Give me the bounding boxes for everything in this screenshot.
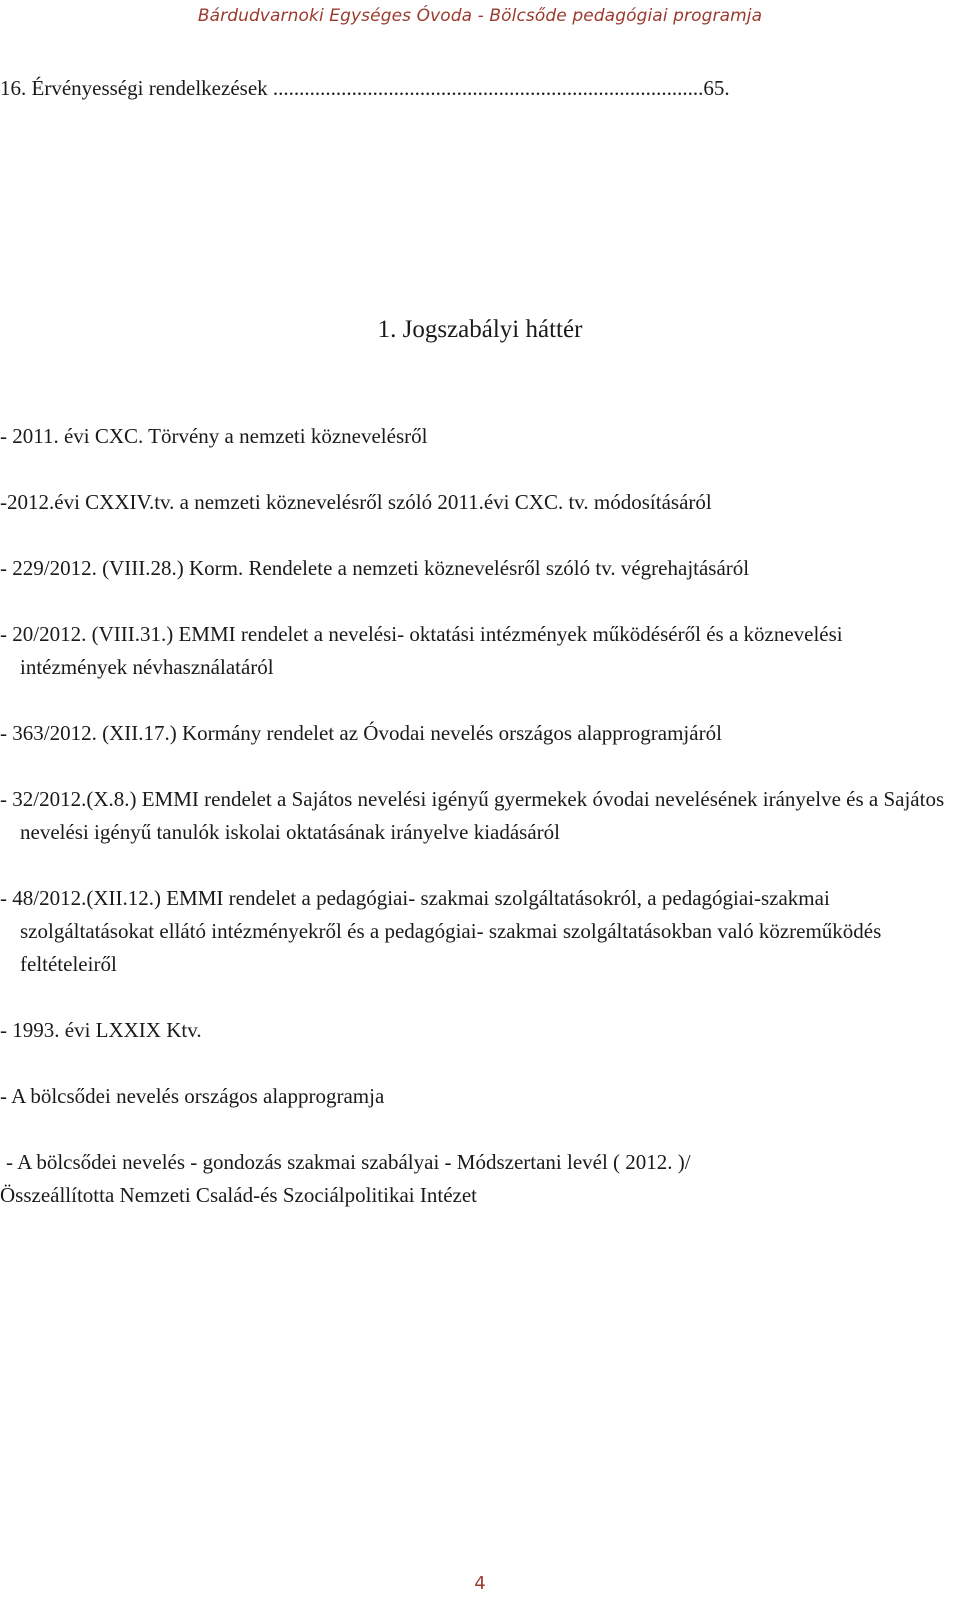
legal-item-32-2012: - 32/2012.(X.8.) EMMI rendelet a Sajátos nevelési igényű gyermekek óvodai nevelésének irányelve és a Sajátos nevelési igényű tanulók iskolai oktatásának irányelve kiadásáról xyxy=(0,787,945,844)
legal-item-modszertani-level xyxy=(0,1146,950,1212)
running-header: Bárdudvarnoki Egységes Óvoda - Bölcsőde pedagógiai programja xyxy=(197,6,763,26)
legal-item-363-2012: - 363/2012. (XII.17.) Kormány rendelet az Óvodai nevelés országos alapprogramjáról xyxy=(0,721,722,745)
legal-item-2011-cxc: - 2011. évi CXC. Törvény a nemzeti köznevelésről xyxy=(0,424,428,448)
legal-item-1993-lxxix: - 1993. évi LXXIX Ktv. xyxy=(0,1018,202,1042)
legal-item-229-2012: - 229/2012. (VIII.28.) Korm. Rendelete a nemzeti köznevelésről szóló tv. végrehajtásáról xyxy=(0,556,750,580)
legal-item-2012-cxxiv: -2012.évi CXXIV.tv. a nemzeti köznevelésről szóló 2011.évi CXC. tv. módosításáról xyxy=(0,490,712,514)
legal-item-48-2012: - 48/2012.(XII.12.) EMMI rendelet a pedagógiai- szakmai szolgáltatásokról, a pedagógiai-szakmai szolgáltatásokat ellátó intézményekről és a pedagógiai- szakmai szolgáltatásokban való közreműködés feltételeiről xyxy=(0,886,882,976)
legal-item-modszertani-level-line2: Összeállította Nemzeti Család-és Szociálpolitikai Intézet xyxy=(0,1183,478,1207)
legal-item-20-2012: - 20/2012. (VIII.31.) EMMI rendelet a nevelési- oktatási intézmények működéséről és a köznevelési intézmények névhasználatáról xyxy=(0,622,843,679)
legal-item-modszertani-level-line1: - A bölcsődei nevelés - gondozás szakmai szabályai - Módszertani levél ( 2012. )/ xyxy=(6,1150,691,1174)
legal-item-bolcsodei-alapprogram: - A bölcsődei nevelés országos alapprogramja xyxy=(0,1084,385,1108)
page-number: 4 xyxy=(474,1573,486,1594)
toc-entry-validity-provisions: 16. Érvényességi rendelkezések ..................................................................................65. xyxy=(0,76,730,100)
legal-background-list xyxy=(0,420,950,1212)
section-title: 1. Jogszabályi háttér xyxy=(377,316,583,343)
